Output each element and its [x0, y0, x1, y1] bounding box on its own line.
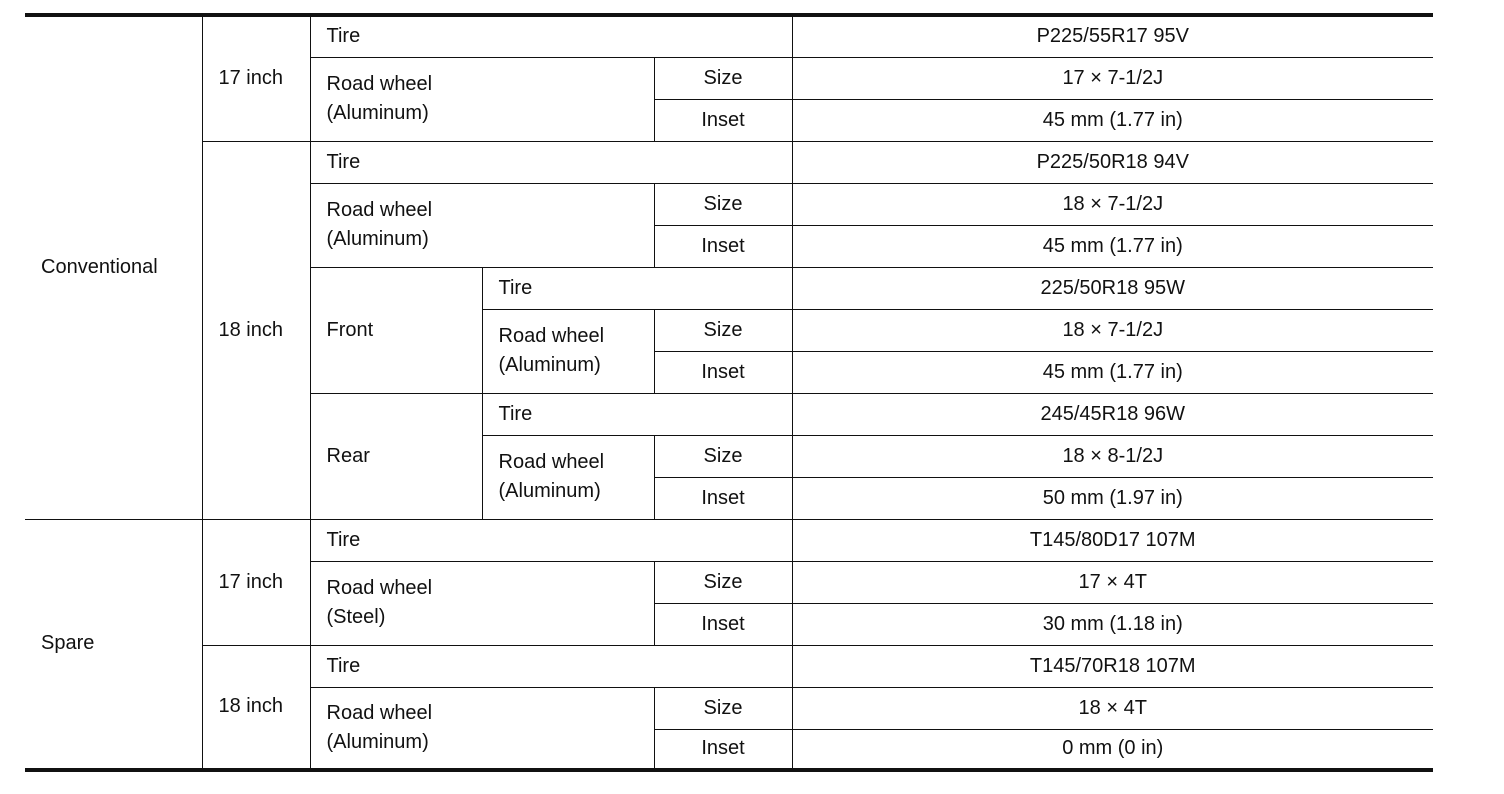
road-wheel-label	[482, 309, 654, 393]
wheel-material: (Aluminum)	[326, 102, 429, 124]
road-wheel-text: Road wheel	[326, 577, 433, 599]
inset-label: Inset	[654, 351, 792, 393]
wheel-material: (Aluminum)	[498, 480, 601, 502]
size-label: Size	[654, 183, 792, 225]
inset-label: Inset	[654, 225, 792, 267]
tire-label: Tire	[310, 519, 792, 561]
road-wheel-text: Road wheel	[498, 325, 605, 347]
tire-label: Tire	[482, 267, 792, 309]
category-conventional: Conventional	[25, 15, 202, 519]
tire-label: Tire	[310, 15, 792, 57]
size-label: Size	[654, 435, 792, 477]
wheel-material: (Aluminum)	[326, 228, 429, 250]
size-value: 17 × 4T	[792, 561, 1433, 603]
road-wheel-label	[310, 561, 654, 645]
road-wheel-label	[310, 183, 654, 267]
road-wheel-label	[310, 57, 654, 141]
axle-front: Front	[310, 267, 482, 393]
inset-label: Inset	[654, 99, 792, 141]
inset-label: Inset	[654, 477, 792, 519]
size-label: Size	[654, 561, 792, 603]
size-label: Size	[654, 57, 792, 99]
category-spare: Spare	[25, 519, 202, 770]
size-value: 17 × 7-1/2J	[792, 57, 1433, 99]
road-wheel-text: Road wheel	[326, 199, 433, 221]
size-value: 18 × 7-1/2J	[792, 309, 1433, 351]
inset-value: 50 mm (1.97 in)	[792, 477, 1433, 519]
tire-label: Tire	[482, 393, 792, 435]
road-wheel-text: Road wheel	[326, 73, 433, 95]
road-wheel-text: Road wheel	[498, 451, 605, 473]
wheel-material: (Steel)	[326, 606, 386, 628]
tire-wheel-spec-table	[25, 13, 1433, 772]
size-group-17-inch: 17 inch	[202, 15, 310, 141]
tire-value: P225/50R18 94V	[792, 141, 1433, 183]
axle-rear: Rear	[310, 393, 482, 519]
table-row	[25, 519, 1433, 561]
size-label: Size	[654, 687, 792, 729]
inset-value: 45 mm (1.77 in)	[792, 99, 1433, 141]
tire-label: Tire	[310, 645, 792, 687]
size-value: 18 × 4T	[792, 687, 1433, 729]
road-wheel-label	[482, 435, 654, 519]
road-wheel-label	[310, 687, 654, 770]
inset-label: Inset	[654, 729, 792, 770]
inset-value: 45 mm (1.77 in)	[792, 225, 1433, 267]
inset-value: 30 mm (1.18 in)	[792, 603, 1433, 645]
wheel-material: (Aluminum)	[498, 354, 601, 376]
tire-value: T145/80D17 107M	[792, 519, 1433, 561]
tire-value: 225/50R18 95W	[792, 267, 1433, 309]
size-group-18-inch: 18 inch	[202, 645, 310, 770]
size-value: 18 × 7-1/2J	[792, 183, 1433, 225]
tire-label: Tire	[310, 141, 792, 183]
wheel-material: (Aluminum)	[326, 730, 429, 753]
size-group-18-inch: 18 inch	[202, 141, 310, 519]
inset-value: 0 mm (0 in)	[792, 729, 1433, 770]
table-row	[25, 15, 1433, 57]
tire-value: T145/70R18 107M	[792, 645, 1433, 687]
road-wheel-text: Road wheel	[326, 701, 433, 724]
tire-value: 245/45R18 96W	[792, 393, 1433, 435]
table-row	[25, 141, 1433, 183]
size-group-17-inch: 17 inch	[202, 519, 310, 645]
table-row	[25, 645, 1433, 687]
tire-value: P225/55R17 95V	[792, 15, 1433, 57]
inset-label: Inset	[654, 603, 792, 645]
size-label: Size	[654, 309, 792, 351]
size-value: 18 × 8-1/2J	[792, 435, 1433, 477]
inset-value: 45 mm (1.77 in)	[792, 351, 1433, 393]
